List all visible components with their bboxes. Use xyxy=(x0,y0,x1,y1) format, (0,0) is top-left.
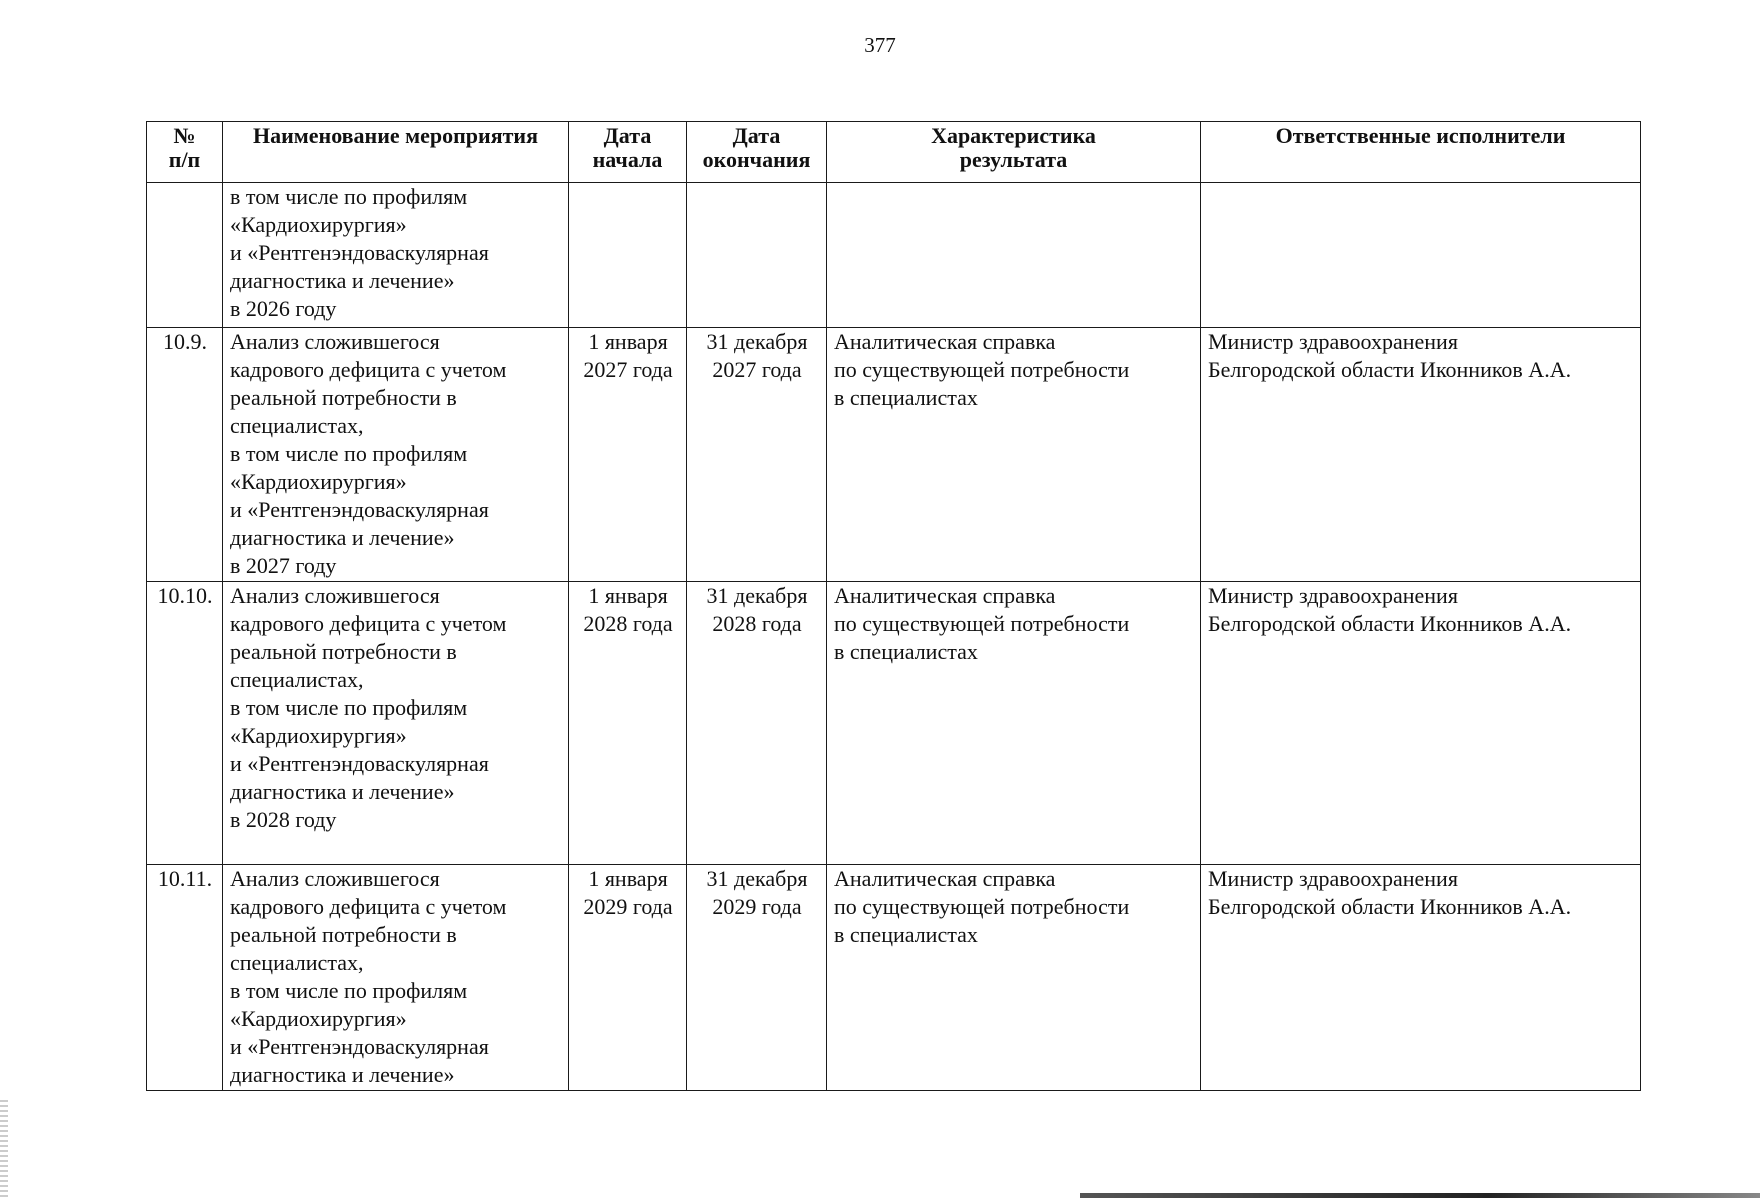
row-start-date xyxy=(569,183,687,328)
page-number: 377 xyxy=(864,33,896,57)
row-number: 10.10. xyxy=(147,582,223,865)
row-result: Аналитическая справка по существующей потребности в специалистах xyxy=(827,328,1201,582)
row-start-date: 1 января 2027 года xyxy=(569,328,687,582)
table-row xyxy=(147,183,1641,328)
activity-plan-table xyxy=(146,121,1641,1091)
header-start-date: Дата начала xyxy=(569,122,687,183)
table-header-row xyxy=(147,122,1641,183)
row-executors xyxy=(1201,183,1641,328)
scan-edge-line xyxy=(1080,1193,1760,1198)
row-start-date: 1 января 2029 года xyxy=(569,865,687,1091)
row-activity-name: в том числе по профилям «Кардиохирургия» и «Рентгенэндоваскулярная диагностика и лечение» в 2026 году xyxy=(223,183,569,328)
row-activity-name: Анализ сложившегося кадрового дефицита с учетом реальной потребности в специалистах, в том числе по профилям «Кардиохирургия» и «Рентгенэндоваскулярная диагностика и лечение» в 2027 году xyxy=(223,328,569,582)
header-end-date: Дата окончания xyxy=(687,122,827,183)
table-row xyxy=(147,328,1641,582)
header-executors: Ответственные исполнители xyxy=(1201,122,1641,183)
row-result xyxy=(827,183,1201,328)
row-activity-name: Анализ сложившегося кадрового дефицита с учетом реальной потребности в специалистах, в том числе по профилям «Кардиохирургия» и «Рентгенэндоваскулярная диагностика и лечение» xyxy=(223,865,569,1091)
row-executors: Министр здравоохранения Белгородской области Иконников А.А. xyxy=(1201,865,1641,1091)
row-end-date: 31 декабря 2029 года xyxy=(687,865,827,1091)
row-end-date xyxy=(687,183,827,328)
row-activity-name: Анализ сложившегося кадрового дефицита с учетом реальной потребности в специалистах, в том числе по профилям «Кардиохирургия» и «Рентгенэндоваскулярная диагностика и лечение» в 2028 году xyxy=(223,582,569,865)
header-result: Характеристика результата xyxy=(827,122,1201,183)
row-result: Аналитическая справка по существующей потребности в специалистах xyxy=(827,865,1201,1091)
row-end-date: 31 декабря 2027 года xyxy=(687,328,827,582)
row-start-date: 1 января 2028 года xyxy=(569,582,687,865)
row-number: 10.11. xyxy=(147,865,223,1091)
row-executors: Министр здравоохранения Белгородской области Иконников А.А. xyxy=(1201,582,1641,865)
row-executors: Министр здравоохранения Белгородской области Иконников А.А. xyxy=(1201,328,1641,582)
scan-margin-mark xyxy=(0,1100,8,1200)
row-number: 10.9. xyxy=(147,328,223,582)
row-number xyxy=(147,183,223,328)
row-end-date: 31 декабря 2028 года xyxy=(687,582,827,865)
row-result: Аналитическая справка по существующей потребности в специалистах xyxy=(827,582,1201,865)
table-row xyxy=(147,865,1641,1091)
table-row xyxy=(147,582,1641,865)
header-activity-name: Наименование мероприятия xyxy=(223,122,569,183)
header-number: № п/п xyxy=(147,122,223,183)
